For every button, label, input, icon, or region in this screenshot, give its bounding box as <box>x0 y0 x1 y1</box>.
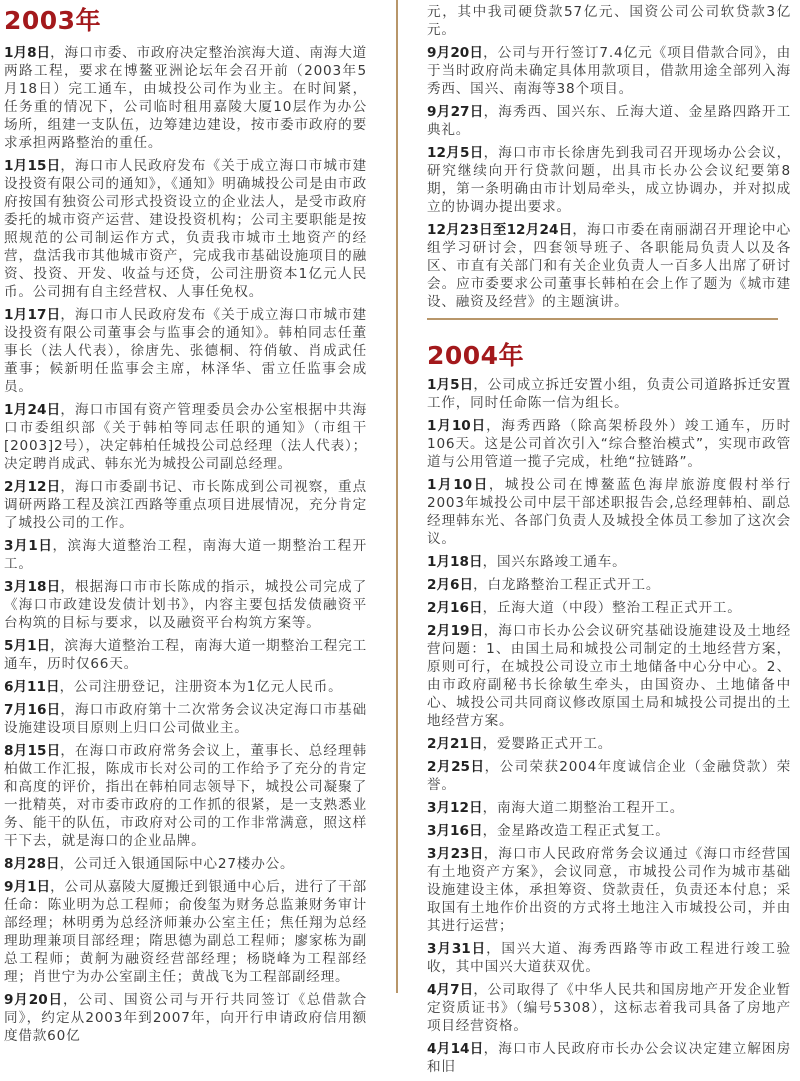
chronicle-entry <box>4 537 367 573</box>
entry-text: ，海口市政府第十二次常务会议决定海口市基础设施建设项目原则上归口公司做业主。 <box>4 702 367 736</box>
chronicle-entry <box>427 981 791 1035</box>
entry-date: 8月15日 <box>4 743 61 759</box>
entry-text: ，滨海大道整治工程，南海大道一期整治工程开工。 <box>4 538 367 572</box>
entry-date: 1月24日 <box>4 402 61 418</box>
entry-date: 3月23日 <box>427 846 484 862</box>
chronicle-entry <box>4 991 367 1045</box>
chronicle-entry <box>427 44 791 98</box>
entry-date: 2月25日 <box>427 759 485 775</box>
chronicle-entry <box>4 401 367 473</box>
entry-text: ，海口市委、市政府决定整治滨海大道、南海大道两路工程，要求在博鳌亚洲论坛年会召开前（2003年5月18日）完工通车，由城投公司作为业主。在时间紧，任务重的情况下，公司临时租用嘉陵大厦10层作为办公场所，组建一支队伍，边筹建边建设，按市委市政府的要求承担两路整治的重任。 <box>4 45 367 151</box>
entry-text: ，公司、国资公司与开行共同签订《总借款合同》，约定从2003年到2007年，向开行申请政府信用额度借款60亿 <box>4 992 367 1044</box>
chronicle-entry <box>4 637 367 673</box>
chronicle-entry <box>427 799 791 817</box>
entry-text: ，公司取得了《中华人民共和国房地产开发企业暂定资质证书》（编号5308），这标志着我司具备了房地产项目经营资格。 <box>427 982 791 1034</box>
entry-text: ，海口市人民政府发布《关于成立海口市城市建设投资有限公司的通知》，《通知》明确城投公司是由市政府按国有独资公司形式投资设立的企业法人，是受市政府委托的城市资产运营、建设投资机构；公司主要职能是按照规范的公司制运作方式，负责我市城市土地资产的经营，盘活我市其他城市资产，完成我市基础设施项目的融资、投资、开发、收益与还贷，公司注册资本1亿元人民币。公司拥有自主经营权、人事任免权。 <box>4 158 367 300</box>
chronicle-entry <box>427 758 791 794</box>
entry-text: ，公司与开行签订7.4亿元《项目借款合同》，由于当时政府尚未确定具体用款项目，借款用途全部列入海秀西、国兴、南海等38个项目。 <box>427 45 791 97</box>
entry-date: 2月12日 <box>4 479 61 495</box>
entry-text: ，白龙路整治工程正式开工。 <box>473 577 661 593</box>
entry-date: 2月21日 <box>427 736 483 752</box>
entry-date: 2月16日 <box>427 600 483 616</box>
chronicle-entry <box>427 735 791 753</box>
entry-date: 4月14日 <box>427 1041 484 1057</box>
entry-date: 9月27日 <box>427 104 484 120</box>
entry-date: 12月5日 <box>427 145 484 161</box>
chronicle-entry <box>427 3 791 39</box>
entry-date: 3月31日 <box>427 941 487 957</box>
chronicle-entry <box>427 622 791 730</box>
entry-text: ，金星路改造工程正式复工。 <box>482 823 670 839</box>
entry-date: 6月11日 <box>4 679 60 695</box>
chronicle-entry <box>4 44 367 152</box>
entry-text: ，爱婴路正式开工。 <box>482 736 613 752</box>
entry-date: 3月12日 <box>427 800 483 816</box>
entry-text: ，滨海大道整治工程，南海大道一期整治工程完工通车，历时仅66天。 <box>4 638 367 672</box>
entries-2003 <box>4 44 367 1045</box>
entry-text: ，海口市人民政府常务会议通过《海口市经营国有土地资产方案》，会议同意，市城投公司作为城市基础设施建设主体，承担筹资、贷款责任，负责还本付息；采取国有土地作价出资的方式将土地注入市城投公司，并由其进行运营； <box>427 846 791 934</box>
chronicle-entry <box>4 855 367 873</box>
entry-date: 4月7日 <box>427 982 474 998</box>
chronicle-entry <box>427 822 791 840</box>
entry-text: ，海口市国有资产管理委员会办公室根据中共海口市委组织部《关于韩柏等同志任职的通知》（市组干[2003]2号），决定韩柏任城投公司总经理（法人代表）；决定聘肖成武、韩东光为城投公司副总经理。 <box>4 402 367 472</box>
entry-date: 1月17日 <box>4 307 61 323</box>
entry-text: ，海口市长办公会议研究基础设施建设及土地经营问题：1、由国土局和城投公司制定的土地经营方案，原则可行，在城投公司设立市土地储备中心分中心。2、由市政府副秘书长徐敏生牵头，由国资办、土地储备中心、城投公司共同商议修改原国土局和城投公司提出的土地经营方案。 <box>427 623 791 729</box>
entry-date: 1月8日 <box>4 45 51 61</box>
chronicle-entry <box>427 599 791 617</box>
entry-text: ，公司荣获2004年度诚信企业（金融贷款）荣誉。 <box>427 759 791 793</box>
chronicle-entry <box>4 742 367 850</box>
entry-date: 2月6日 <box>427 577 474 593</box>
entry-date: 9月20日 <box>4 992 63 1008</box>
entry-date: 3月18日 <box>4 579 61 595</box>
chronicle-entry <box>427 940 791 976</box>
chronicle-entry <box>4 701 367 737</box>
chronicle-entry <box>427 221 791 311</box>
column-divider <box>396 0 398 993</box>
entry-date: 9月1日 <box>4 879 51 895</box>
entry-text: ，海秀西、国兴东、丘海大道、金星路四路开工典礼。 <box>427 104 791 138</box>
chronicle-entry <box>4 306 367 396</box>
entry-text: ，海口市委在南丽湖召开理论中心组学习研讨会，四套领导班子、各职能局负责人以及各区、市直有关部门和有关企业负责人一百多人出席了研讨会。应市委要求公司董事长韩柏在会上作了题为《城市建设、融资及经营》的主题演讲。 <box>427 222 792 310</box>
entry-text: ，城投公司在博鳌蓝色海岸旅游度假村举行2003年城投公司中层干部述职报告会,总经理韩柏、副总经理韩东光、各部门负责人及城投全体员工参加了这次会议。 <box>427 477 791 547</box>
entry-date: 1月15日 <box>4 158 61 174</box>
entry-date: 1月5日 <box>427 377 474 393</box>
entry-text: ，丘海大道（中段）整治工程正式开工。 <box>482 600 742 616</box>
chronicle-entry <box>427 553 791 571</box>
chronicle-entry <box>427 1040 791 1076</box>
entry-text: 元，其中我司硬贷款57亿元、国资公司公司软贷款3亿元。 <box>427 4 791 38</box>
entry-date: 12月23日至12月24日 <box>427 222 573 238</box>
entry-date: 5月1日 <box>4 638 51 654</box>
entry-text: ，公司迁入银通国际中心27楼办公。 <box>59 856 295 872</box>
left-column <box>4 0 367 1050</box>
entry-text: ，海口市人民政府发布《关于成立海口市城市建设投资有限公司董事会与监事会的通知》。韩柏同志任董事长（法人代表），徐唐先、张德桐、符俏敏、肖成武任董事；候新明任监事会主席，林泽华、雷立任监事会成员。 <box>4 307 367 395</box>
entries-2003-continued <box>427 3 791 316</box>
entry-text: ，海口市人民政府市长办公会议决定建立解困房和旧 <box>427 1041 791 1075</box>
entry-text: ，海秀西路（除高架桥段外）竣工通车，历时106天。这是公司首次引入“综合整治模式”，实现市政管道与公用管道一揽子完成，杜绝“拉链路”。 <box>427 418 791 470</box>
entry-date: 1月10日 <box>427 418 487 434</box>
entry-text: ，根据海口市市长陈成的指示，城投公司完成了《海口市政建设发债计划书》，内容主要包括发债融资平台构筑的目标与要求，以及融资平台构筑方案等。 <box>4 579 367 631</box>
year-heading-2004: 2004年 <box>427 341 525 370</box>
entry-text: ，在海口市政府常务会议上，董事长、总经理韩柏做工作汇报，陈成市长对公司的工作给予了充分的肯定和高度的评价，指出在韩柏同志领导下，城投公司凝聚了一批精英，对市委市政府的工作抓的很紧，是一支熟悉业务、能干的队伍，市政府对公司的工作非常满意，照这样干下去，就是海口的企业品牌。 <box>4 743 367 849</box>
chronicle-entry <box>4 578 367 632</box>
entry-date: 7月16日 <box>4 702 61 718</box>
entry-text: ，公司从嘉陵大厦搬迁到银通中心后，进行了干部任命：陈业明为总工程师；俞俊玺为财务总监兼财务审计部经理；林明勇为总经济师兼办公室主任；焦任翔为总经理助理兼项目部经理；隋思德为副总工程师；廖家栋为副总工程师；黄舸为融资经营部经理；杨晓峰为工程部经理；肖世宁为办公室副主任；黄战飞为工程部副经理。 <box>4 879 367 985</box>
chronicle-entry <box>427 417 791 471</box>
entry-text: ，公司注册登记，注册资本为1亿元人民币。 <box>59 679 343 695</box>
chronicle-entry <box>4 878 367 986</box>
chronicle-entry <box>427 376 791 412</box>
entries-2004 <box>427 376 791 1081</box>
entry-date: 1月18日 <box>427 554 483 570</box>
entry-text: ，国兴东路竣工通车。 <box>482 554 627 570</box>
year-heading-2003: 2003年 <box>4 6 102 35</box>
entry-text: ，公司成立拆迁安置小组，负责公司道路拆迁安置工作，同时任命陈一信为组长。 <box>427 377 791 411</box>
chronicle-entry <box>427 576 791 594</box>
entry-date: 3月1日 <box>4 538 53 554</box>
entry-date: 3月16日 <box>427 823 483 839</box>
entry-text: ，国兴大道、海秀西路等市政工程进行竣工验收，其中国兴大道获双优。 <box>427 941 791 975</box>
chronicle-entry <box>4 157 367 301</box>
entry-text: ，南海大道二期整治工程开工。 <box>482 800 685 816</box>
entry-date: 9月20日 <box>427 45 484 61</box>
chronicle-entry <box>427 144 791 216</box>
entry-date: 8月28日 <box>4 856 60 872</box>
entry-text: ，海口市委副书记、市长陈成到公司视察，重点调研两路工程及滨江西路等重点项目进展情况，充分肯定了城投公司的工作。 <box>4 479 367 531</box>
chronicle-entry <box>427 103 791 139</box>
chronicle-entry <box>4 678 367 696</box>
chronicle-entry <box>427 476 791 548</box>
chronicle-entry <box>4 478 367 532</box>
chronicle-entry <box>427 845 791 935</box>
section-divider <box>427 318 778 320</box>
entry-date: 2月19日 <box>427 623 484 639</box>
entry-date: 1月10日 <box>427 477 489 493</box>
entry-text: ，海口市市长徐唐先到我司召开现场办公会议，研究继续向开行贷款问题，出具市长办公会议纪要第8期，第一条明确由市计划局牵头，成立协调办，并对拟成立的协调办提出要求。 <box>427 145 791 215</box>
